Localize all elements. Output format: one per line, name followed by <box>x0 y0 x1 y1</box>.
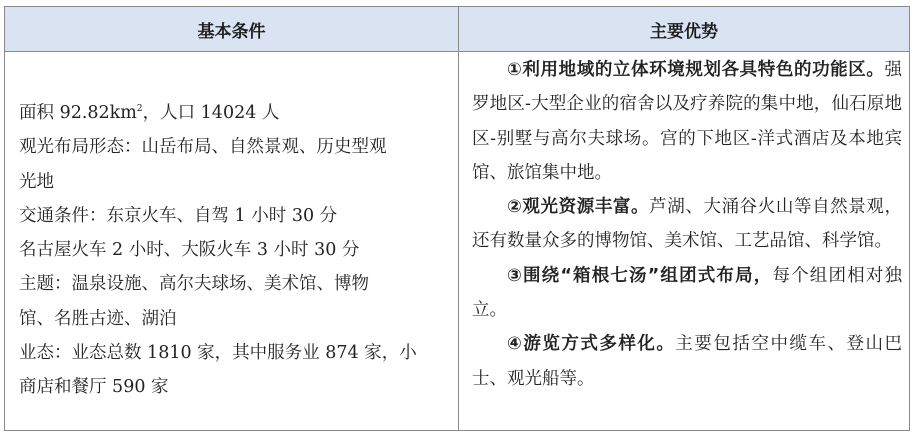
area-population-line: 面积 $92.82km^2$，人口 14024 人 <box>19 103 280 123</box>
condition-line: 光地 <box>19 171 54 192</box>
header-basic-conditions: 基本条件 <box>197 22 266 42</box>
header-main-advantages: 主要优势 <box>650 22 718 42</box>
advantage-item <box>472 259 902 328</box>
condition-line: 业态：业态总数 1810 家，其中服务业 874 家，小 <box>19 343 417 364</box>
condition-line: 交通条件：东京火车、自驾 1 小时 30 分 <box>19 205 338 226</box>
advantage-heading: ①利用地域的立体环境规划各具特色的功能区。 <box>507 60 885 80</box>
advantage-item <box>472 327 902 396</box>
condition-line: 商店和餐厅 590 家 <box>19 377 169 398</box>
table-header-row <box>5 7 909 52</box>
advantage-heading: ③围绕“箱根七汤”组团式布局， <box>507 265 773 286</box>
advantage-text: 每个组团相对独立。 <box>472 265 903 321</box>
comparison-table <box>4 6 910 431</box>
basic-conditions-cell <box>19 92 449 405</box>
advantage-heading: ②观光资源丰富。 <box>507 197 650 218</box>
advantage-item <box>472 53 902 190</box>
advantage-text: 芦湖、大涌谷火山等自然景观，还有数量众多的博物馆、美术馆、工艺品馆、科学馆。 <box>472 197 902 252</box>
advantage-text: 主要包括空中缆车、登山巴士、观光船等。 <box>472 334 902 389</box>
condition-line: 名古屋火车 2 小时、大阪火车 3 小时 30 分 <box>19 240 360 261</box>
condition-line: 主题：温泉设施、高尔夫球场、美术馆、博物 <box>19 274 369 295</box>
condition-line: 馆、名胜古迹、湖泊 <box>19 308 177 329</box>
advantage-item <box>472 190 902 259</box>
main-advantages-cell <box>472 53 902 396</box>
column-divider <box>458 7 459 430</box>
condition-line: 观光布局形态：山岳布局、自然景观、历史型观 <box>19 137 387 158</box>
advantage-heading: ④游览方式多样化。 <box>507 334 676 355</box>
advantage-text: 强罗地区-大型企业的宿舍以及疗养院的集中地，仙石原地区-别墅与高尔夫球场。宫的下地区-洋式酒店及本地宾馆、旅馆集中地。 <box>472 60 902 183</box>
